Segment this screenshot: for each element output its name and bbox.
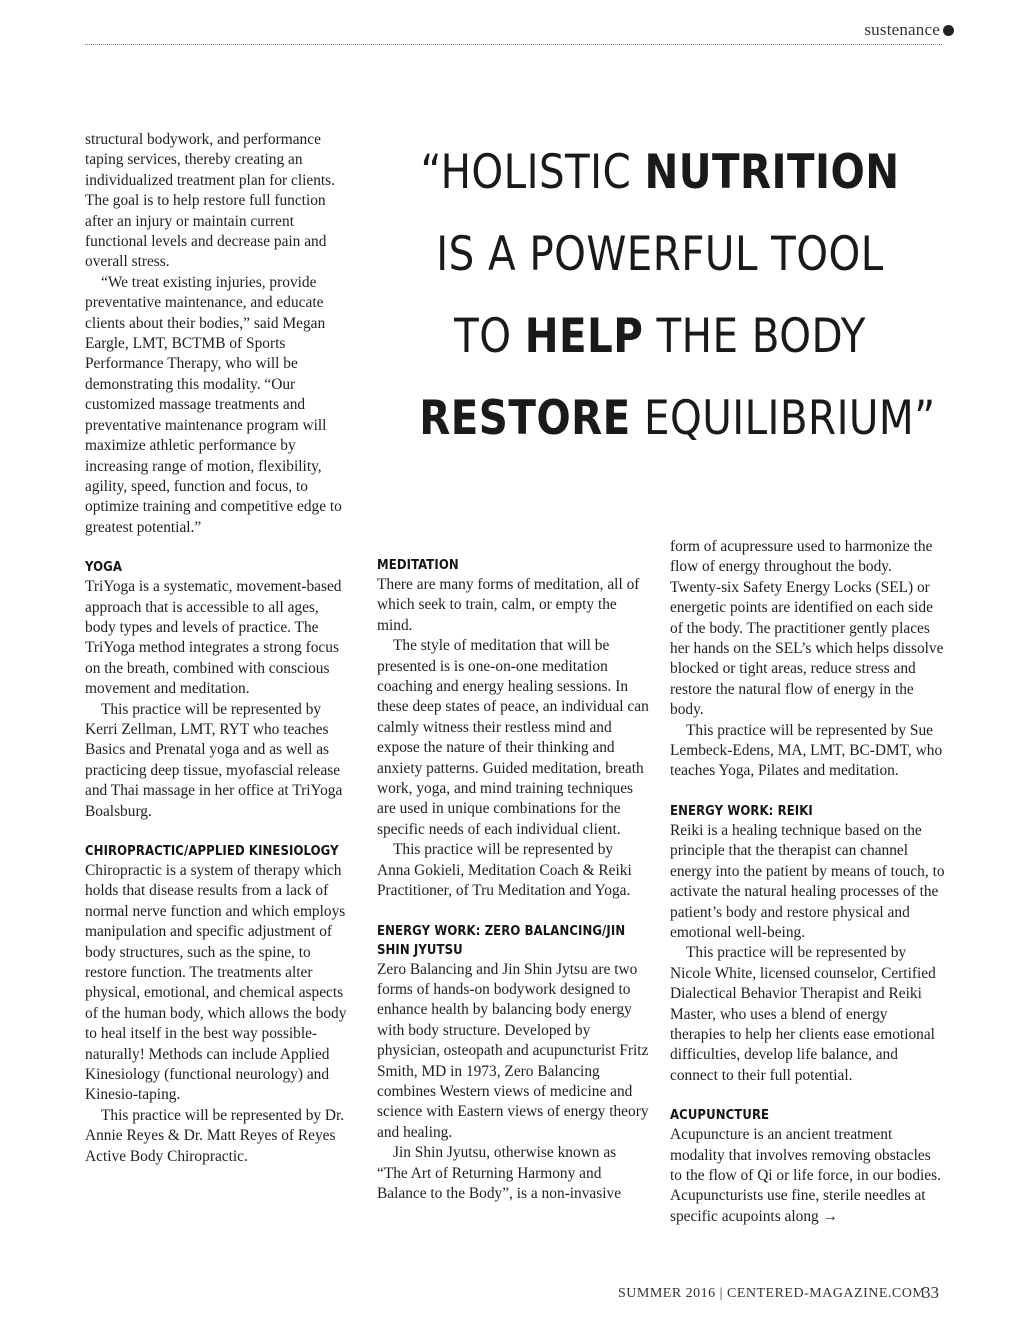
section-label: sustenance (864, 20, 940, 39)
chiropractic-heading: CHIROPRACTIC/APPLIED KINESIOLOGY (85, 844, 339, 859)
meditation-practitioner-paragraph: This practice will be represented by Anna Gokieli, Meditation Coach & Reiki Practitioner, of Tru Meditation and Yoga. (377, 841, 632, 900)
pull-quote-emphasis: NUTRITION (644, 145, 900, 200)
pull-quote-emphasis: RESTORE (419, 391, 631, 446)
pull-quote-text: “HOLISTIC (420, 145, 645, 200)
page-number: 33 (922, 1283, 939, 1302)
article-column-3 (670, 537, 946, 1227)
acupuncture-paragraph: Acupuncture is an ancient treatment modality that involves removing obstacles to the flow of Qi or life force, in our bodies. Acupuncturists use fine, sterile needles at specific acupoints along → (670, 1126, 941, 1225)
acupressure-continued-paragraph: form of acupressure used to harmonize the flow of energy throughout the body. Twenty-six Safety Energy Locks (SEL) or energetic points are identified on each side of the body. The practitioner gently places her hands on the SEL’s which helps dissolve blocked or tight areas, reduce stress and restore the natural flow of energy in the body. (670, 538, 944, 719)
pull-quote-text: TO (454, 309, 525, 364)
chiropractic-practitioner-paragraph: This practice will be represented by Dr. Annie Reyes & Dr. Matt Reyes of Reyes Active Body Chiropractic. (85, 1106, 345, 1165)
yoga-paragraph: TriYoga is a systematic, movement-based approach that is accessible to all ages, body types and levels of practice. The TriYoga method integrates a strong focus on the breath, combined with conscious movement and meditation. (85, 578, 342, 698)
zero-balancing-heading: ENERGY WORK: ZERO BALANCING/JIN SHIN JYUTSU (377, 923, 626, 958)
meditation-heading: MEDITATION (377, 558, 459, 573)
pull-quote-emphasis: HELP (524, 309, 644, 364)
pull-quote-line-2: IS A POWERFUL TOOL (436, 227, 884, 282)
acupuncture-heading: ACUPUNCTURE (670, 1108, 770, 1124)
pull-quote (419, 132, 936, 460)
acupressure-practitioner-paragraph: This practice will be represented by Sue Lembeck-Edens, MA, LMT, BC-DMT, who teaches Yoga, Pilates and meditation. (670, 721, 943, 780)
article-column-1 (85, 130, 347, 1167)
pull-quote-text: THE BODY (643, 309, 866, 364)
pull-quote-line-1 (419, 132, 901, 214)
pull-quote-line-4 (419, 378, 936, 460)
pull-quote-line-3 (419, 296, 901, 378)
yoga-practitioner-paragraph: This practice will be represented by Kerri Zellman, LMT, RYT who teaches Basics and Prenatal yoga and as well as practicing deep tissue, myofascial release and Thai massage in her office at TriYoga Boalsburg. (85, 700, 343, 820)
intro-quote-paragraph: “We treat existing injuries, provide preventative maintenance, and educate clients about their bodies,” said Megan Eargle, LMT, BCTMB of Sports Performance Therapy, who will be demonstrating this modality. “Our customized massage treatments and preventative maintenance program will maximize athletic performance by increasing range of motion, flexibility, agility, speed, function and focus, to optimize training and competitive edge to greatest potential.” (85, 273, 342, 536)
jin-shin-jyutsu-paragraph: Jin Shin Jyutsu, otherwise known as “The Art of Returning Harmony and Balance to the Body”, is a non-invasive (377, 1144, 622, 1202)
pull-quote-text: EQUILIBRIUM” (630, 391, 936, 446)
header-rule (85, 44, 942, 45)
chiropractic-paragraph: Chiropractic is a system of therapy which holds that disease results from a lack of normal nerve function and which employs manipulation and specific adjustment of body structures, such as the spine, to restore function. The treatments alter physical, emotional, and chemical aspects of the human body, which allows the body to heal itself in the best way possible- naturally! Methods can include Applied Kinesiology (functional neurology) and Kinesio-taping. (85, 862, 347, 1104)
article-column-2 (377, 556, 649, 1204)
reiki-paragraph: Reiki is a healing technique based on the principle that the therapist can channel energy into the patient by means of touch, to activate the natural healing processes of the patient’s body and restore physical and emotional well-being. (670, 821, 945, 941)
intro-paragraph: structural bodywork, and performance taping services, thereby creating an individualized treatment plan for clients. The goal is to help restore full function after an injury or maintain current functional levels and decrease pain and overall stress. (85, 131, 336, 271)
meditation-style-paragraph: The style of meditation that will be presented is is one-on-one meditation coaching and energy healing sessions. In these deep states of peace, an individual can calmly witness their restless mind and expose the nature of their thinking and anxiety patterns. Guided meditation, breath work, yoga, and mind training techniques are used in unique combinations for the specific needs of each individual client. (377, 637, 649, 838)
meditation-paragraph: There are many forms of meditation, all of which seek to train, calm, or empty the mind. (377, 576, 640, 634)
footer-issue-site: SUMMER 2016 | CENTERED-MAGAZINE.COM (618, 1286, 926, 1301)
section-dot-icon (943, 25, 954, 36)
reiki-practitioner-paragraph: This practice will be represented by Nicole White, licensed counselor, Certified Dialectical Behavior Therapist and Reiki Master, who uses a blend of energy therapies to help her clients ease emotional difficulties, develop life balance, and connect to their full potential. (670, 944, 936, 1084)
yoga-heading: YOGA (85, 560, 122, 576)
reiki-heading: ENERGY WORK: REIKI (670, 803, 813, 819)
zero-balancing-paragraph: Zero Balancing and Jin Shin Jytsu are two forms of hands-on bodywork designed to enhance health by balancing body energy with body structure. Developed by physician, osteopath and acupuncturist Fritz Smith, MD in 1973, Zero Balancing combines Western views of medicine and science with Eastern views of energy theory and healing. (377, 960, 649, 1141)
